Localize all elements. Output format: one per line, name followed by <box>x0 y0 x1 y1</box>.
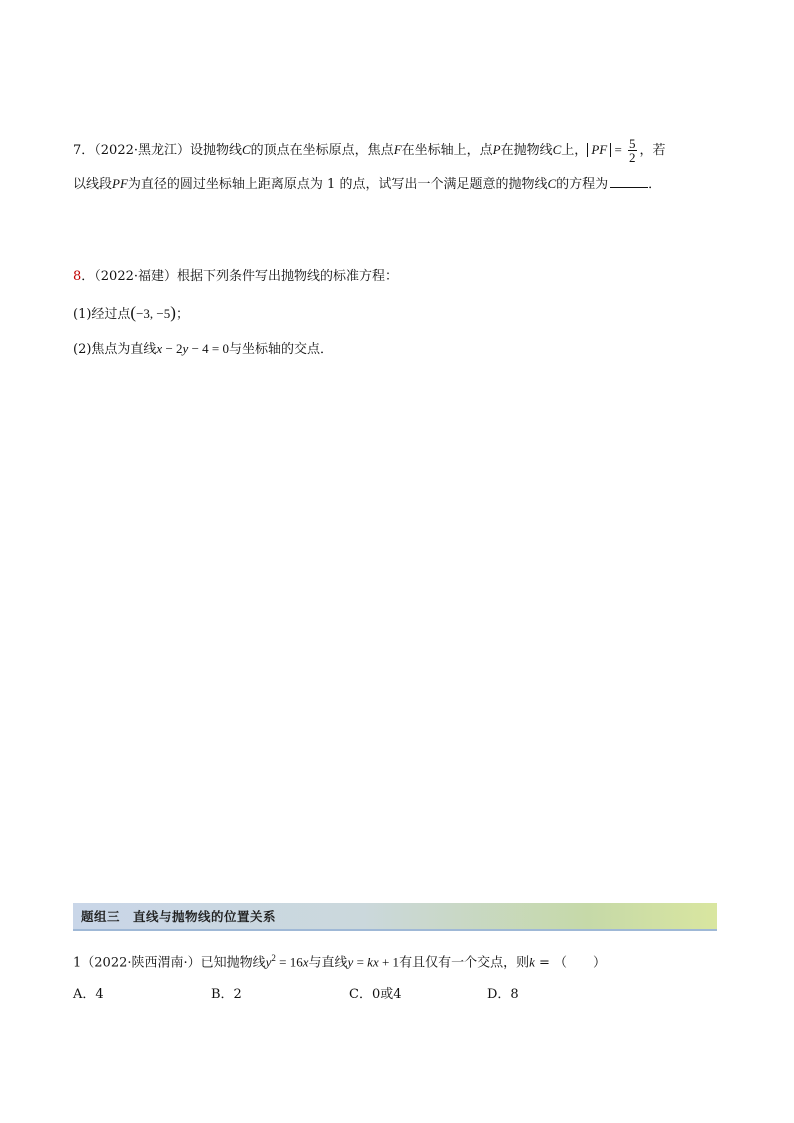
q7-text: 在抛物线 <box>500 143 553 158</box>
option-c[interactable]: C．0或4 <box>349 987 402 1002</box>
var-y: y <box>265 954 272 970</box>
q7-text: ，若 <box>639 143 666 158</box>
q7-text: ． <box>648 177 662 192</box>
fraction-5-2 <box>628 137 637 164</box>
equation-part: = 16 <box>275 954 303 970</box>
q1-text: 与直线 <box>308 955 348 971</box>
q7-line-2 <box>73 174 661 195</box>
option-b[interactable]: B．2 <box>211 987 242 1002</box>
q8-part1-text: (1)经过点 <box>73 307 131 322</box>
abs-PF: PF <box>587 143 611 157</box>
section-header-bar <box>73 903 717 931</box>
var-C: C <box>242 142 251 157</box>
q7-text: 的顶点在坐标原点，焦点 <box>250 143 394 158</box>
var-k: k <box>529 954 535 970</box>
q7-line-1 <box>73 137 666 164</box>
superscript: 2 <box>271 953 276 963</box>
var-P: P <box>492 142 501 157</box>
equation-part: = <box>353 954 368 970</box>
q1-options <box>73 985 519 1005</box>
answer-blank[interactable] <box>610 175 648 188</box>
var-x: x <box>156 341 163 356</box>
q1-stem <box>73 948 606 973</box>
q8-part-2 <box>73 339 333 360</box>
section-title: 题组三 直线与抛物线的位置关系 <box>81 909 277 924</box>
q8-part2-text: (2)焦点为直线 <box>73 342 157 357</box>
q8-stem <box>73 267 398 287</box>
var-PF: PF <box>112 176 128 191</box>
point-coordinates: −3, −5 <box>136 306 171 321</box>
q7-text: 上， <box>561 143 588 158</box>
fraction-numerator: 5 <box>629 136 636 151</box>
var-C: C <box>547 176 557 191</box>
q8-part1-text: ； <box>175 307 189 322</box>
left-paren: ( <box>130 303 137 322</box>
var-kx: kx <box>367 954 379 970</box>
q8-part2-text: 与坐标轴的交点． <box>229 342 334 357</box>
q1-text: 1（2022·陕西渭南·）已知抛物线 <box>73 955 266 971</box>
var-C: C <box>552 142 562 157</box>
equals-sign: = <box>611 142 626 157</box>
q8-part-1 <box>73 303 189 325</box>
q1-text: 有且仅有一个交点，则 <box>399 955 530 971</box>
var-x: x <box>302 954 309 970</box>
q8-text: ．（2022·福建）根据下列条件写出抛物线的标准方程： <box>81 269 398 284</box>
q7-text: 的方程为 <box>556 177 609 192</box>
q7-prefix: 7．（2022·黑龙江）设抛物线 <box>73 143 242 158</box>
q7-text: 在坐标轴上，点 <box>401 143 493 158</box>
equation-part: − 2 <box>162 341 183 356</box>
var-y: y <box>182 341 189 356</box>
equation-part: + 1 <box>378 954 400 970</box>
q7-text: 为直径的圆过坐标轴上距离原点为 1 的点，试写出一个满足题意的抛物线 <box>127 177 548 192</box>
option-a[interactable]: A．4 <box>73 987 104 1002</box>
q1-text: = （ ） <box>534 955 607 971</box>
right-paren: ) <box>170 303 176 322</box>
q8-number: 8 <box>73 269 82 284</box>
q7-text: 以线段 <box>73 177 113 192</box>
option-d[interactable]: D．8 <box>487 987 519 1002</box>
fraction-denominator: 2 <box>629 150 636 165</box>
var-F: F <box>393 142 402 157</box>
var-y: y <box>347 954 354 970</box>
equation-part: − 4 = 0 <box>188 341 229 356</box>
